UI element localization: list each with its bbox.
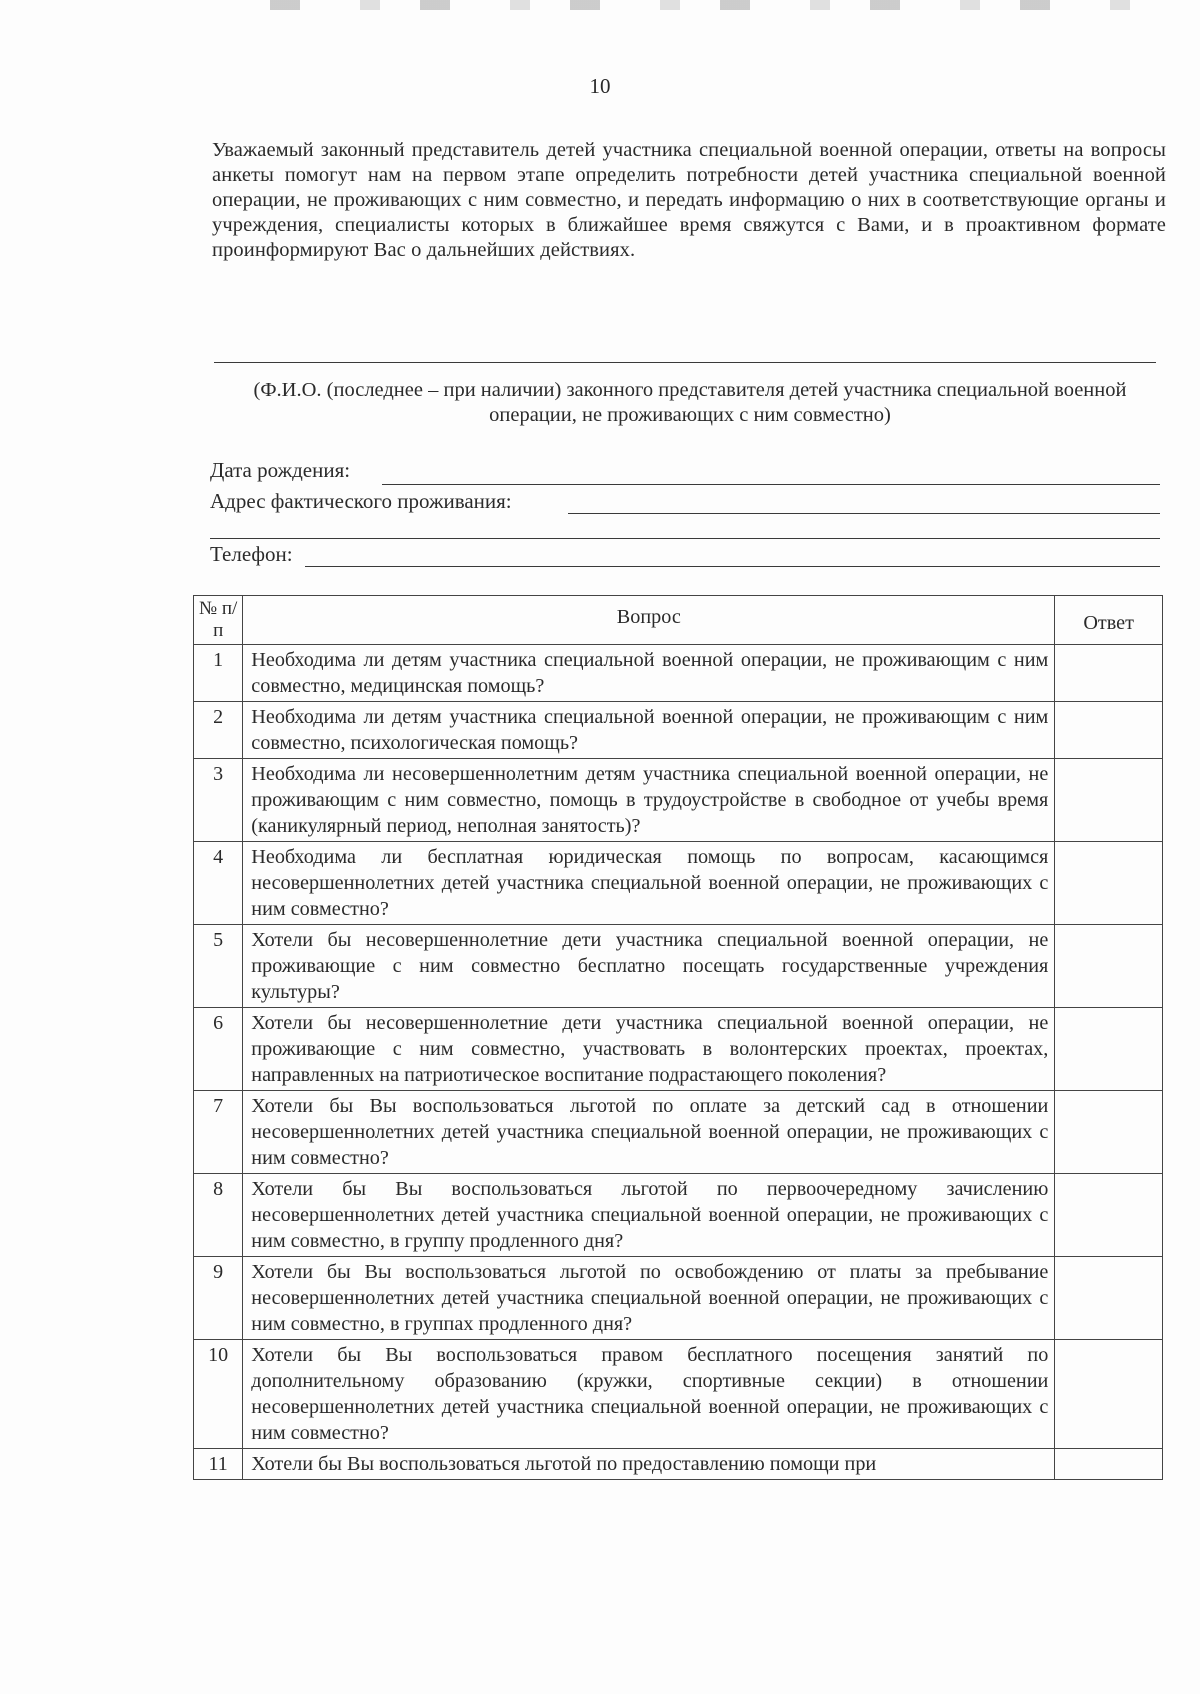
row-question: Хотели бы Вы воспользоваться льготой по первоочередному зачислению несовершеннолетних детей участника специальной военной операции, не проживающих с ним совместно, в группу продленного дня? xyxy=(243,1174,1055,1257)
table-row xyxy=(194,645,1163,702)
header-question: Вопрос xyxy=(243,596,1055,645)
address-line[interactable] xyxy=(568,513,1160,514)
header-number: № п/п xyxy=(194,596,243,645)
row-number: 1 xyxy=(194,645,243,702)
phone-label: Телефон: xyxy=(210,542,293,566)
row-answer-cell[interactable] xyxy=(1055,1257,1163,1340)
row-number: 8 xyxy=(194,1174,243,1257)
row-question: Хотели бы Вы воспользоваться правом бесплатного посещения занятий по дополнительному образованию (кружки, спортивные секции) в отношении несовершеннолетних детей участника специальной военной операции, не проживающих с ним совместно? xyxy=(243,1340,1055,1449)
table-row xyxy=(194,842,1163,925)
address-label: Адрес фактического проживания: xyxy=(210,489,512,513)
table-row xyxy=(194,925,1163,1008)
row-answer-cell[interactable] xyxy=(1055,702,1163,759)
row-question: Необходима ли бесплатная юридическая помощь по вопросам, касающимся несовершеннолетних детей участника специальной военной операции, не проживающих с ним совместно? xyxy=(243,842,1055,925)
header-answer: Ответ xyxy=(1055,596,1163,645)
row-number: 6 xyxy=(194,1008,243,1091)
birth-date-line[interactable] xyxy=(382,484,1160,485)
row-answer-cell[interactable] xyxy=(1055,1091,1163,1174)
row-number: 11 xyxy=(194,1449,243,1480)
row-number: 2 xyxy=(194,702,243,759)
row-question: Хотели бы несовершеннолетние дети участника специальной военной операции, не проживающие с ним совместно, участвовать в волонтерских проектах, проектах, направленных на патриотическое воспитание подрастающего поколения? xyxy=(243,1008,1055,1091)
intro-paragraph: Уважаемый законный представитель детей участника специальной военной операции, ответы на вопросы анкеты помогут нам на первом этапе определить потребности детей участника специальной военной операции, не проживающих с ним совместно, и передать информацию о них в соответствующие органы и учреждения, специалисты которых в ближайшее время свяжутся с Вами, и в проактивном формате проинформируют Вас о дальнейших действиях. xyxy=(212,139,1166,261)
table-row xyxy=(194,702,1163,759)
row-number: 9 xyxy=(194,1257,243,1340)
table-row xyxy=(194,1174,1163,1257)
birth-date-label: Дата рождения: xyxy=(210,458,351,482)
page-number: 10 xyxy=(589,74,611,98)
scan-artifact xyxy=(230,0,1130,10)
table-row xyxy=(194,1257,1163,1340)
row-question: Хотели бы Вы воспользоваться льготой по оплате за детский сад в отношении несовершеннолетних детей участника специальной военной операции, не проживающих с ним совместно? xyxy=(243,1091,1055,1174)
row-number: 4 xyxy=(194,842,243,925)
row-number: 3 xyxy=(194,759,243,842)
row-answer-cell[interactable] xyxy=(1055,925,1163,1008)
row-answer-cell[interactable] xyxy=(1055,645,1163,702)
row-answer-cell[interactable] xyxy=(1055,759,1163,842)
address-line-2[interactable] xyxy=(210,538,1160,539)
row-question: Хотели бы Вы воспользоваться льготой по освобождению от платы за пребывание несовершеннолетних детей участника специальной военной операции, не проживающих с ним совместно, в группах продленного дня? xyxy=(243,1257,1055,1340)
row-answer-cell[interactable] xyxy=(1055,1340,1163,1449)
table-row xyxy=(194,1091,1163,1174)
row-answer-cell[interactable] xyxy=(1055,1449,1163,1480)
phone-line[interactable] xyxy=(305,566,1160,567)
survey-table xyxy=(193,595,1163,1480)
table-row xyxy=(194,1449,1163,1480)
row-answer-cell[interactable] xyxy=(1055,1008,1163,1091)
row-answer-cell[interactable] xyxy=(1055,1174,1163,1257)
table-row xyxy=(194,1008,1163,1091)
row-number: 7 xyxy=(194,1091,243,1174)
name-line xyxy=(214,362,1156,363)
row-number: 10 xyxy=(194,1340,243,1449)
row-answer-cell[interactable] xyxy=(1055,842,1163,925)
row-question: Хотели бы несовершеннолетние дети участника специальной военной операции, не проживающие с ним совместно бесплатно посещать государственные учреждения культуры? xyxy=(243,925,1055,1008)
row-question: Необходима ли несовершеннолетним детям участника специальной военной операции, не проживающим с ним совместно, помощь в трудоустройстве в свободное от учебы время (каникулярный период, неполная занятость)? xyxy=(243,759,1055,842)
table-row xyxy=(194,1340,1163,1449)
name-caption: (Ф.И.О. (последнее – при наличии) законного представителя детей участника специальной военной операции, не проживающих с ним совместно) xyxy=(253,379,1127,426)
row-question: Необходима ли детям участника специальной военной операции, не проживающим с ним совместно, психологическая помощь? xyxy=(243,702,1055,759)
row-question: Хотели бы Вы воспользоваться льготой по предоставлению помощи при xyxy=(243,1449,1055,1480)
row-number: 5 xyxy=(194,925,243,1008)
table-header-row xyxy=(194,596,1163,645)
table-row xyxy=(194,759,1163,842)
row-question: Необходима ли детям участника специальной военной операции, не проживающим с ним совместно, медицинская помощь? xyxy=(243,645,1055,702)
